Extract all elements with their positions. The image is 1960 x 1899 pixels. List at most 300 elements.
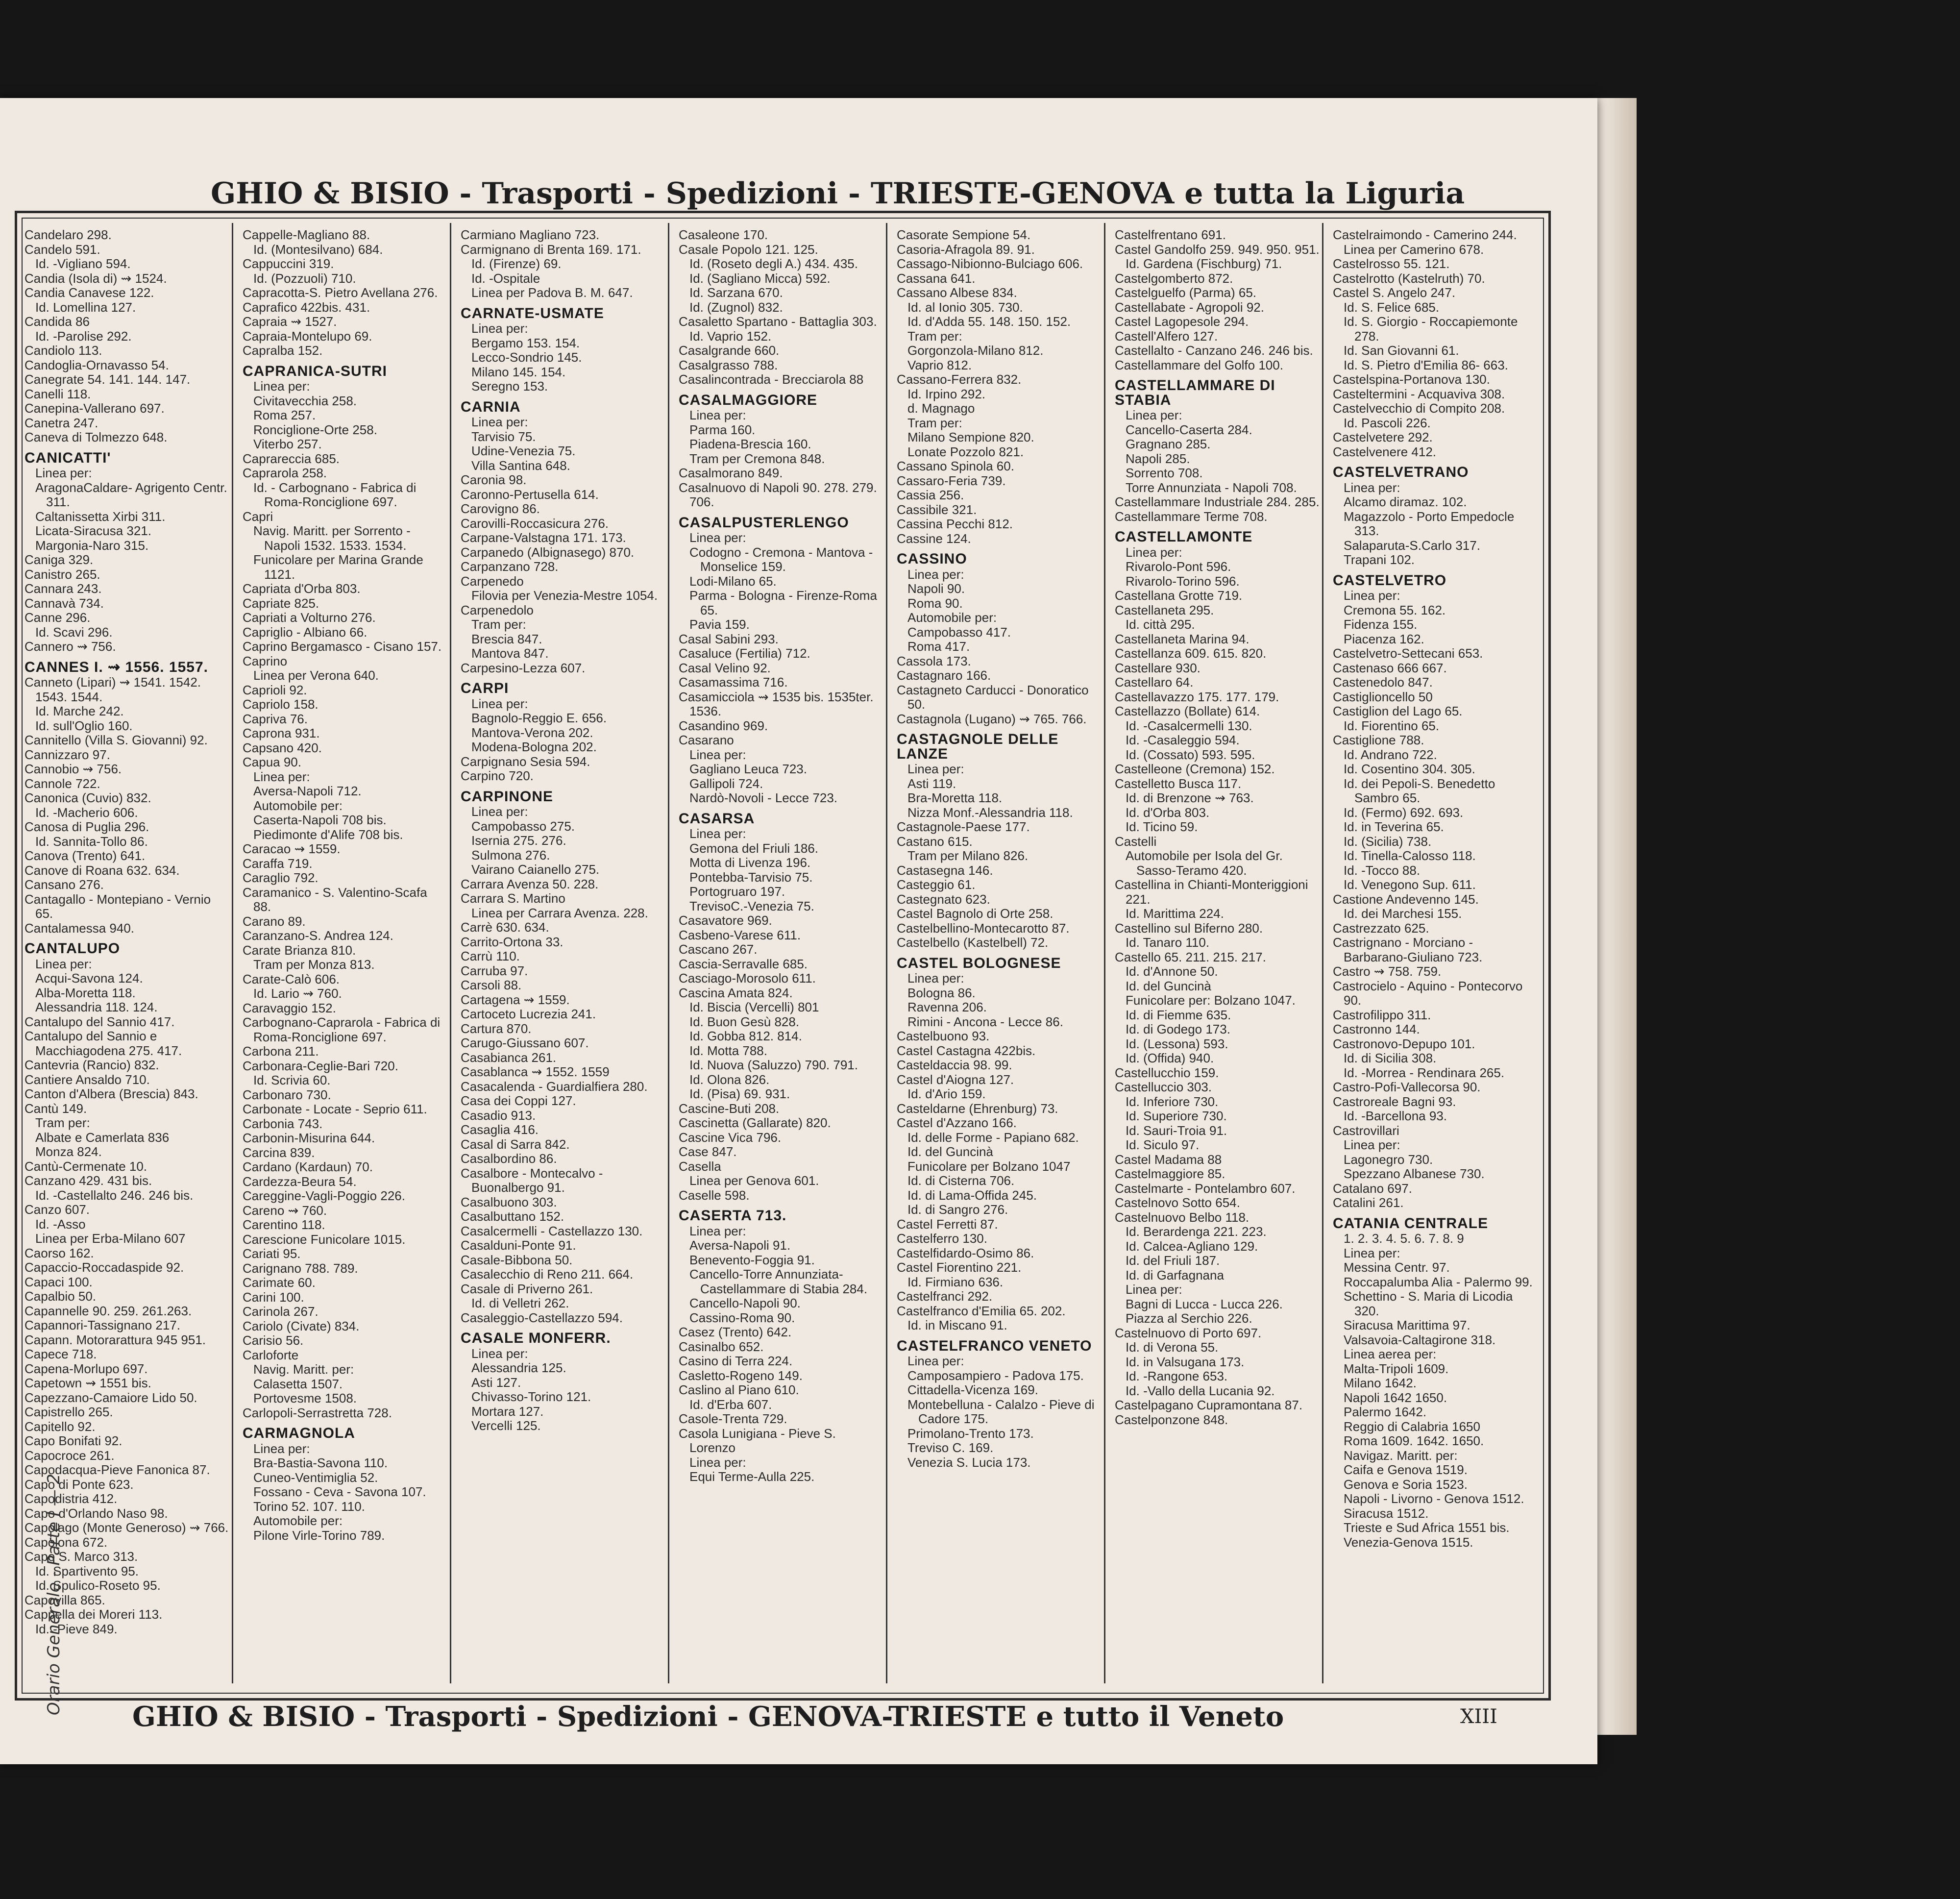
index-entry: Id. (Pozzuoli) 710.: [253, 271, 356, 286]
index-entry: Cassine 124.: [897, 531, 971, 546]
index-entry: Castro-Pofi-Vallecorsa 90.: [1333, 1080, 1481, 1094]
index-entry: Id. Firmiano 636.: [907, 1274, 1004, 1289]
index-entry: Trieste e Sud Africa 1551 bis.: [1344, 1520, 1510, 1535]
index-entry: Capri: [243, 509, 273, 524]
index-entry: Navigaz. Maritt. per:: [1344, 1448, 1458, 1463]
index-entry: Carovigno 86.: [461, 501, 540, 516]
index-entry: Linea per Erba-Milano 607: [35, 1231, 186, 1246]
index-entry: Roma 417.: [907, 639, 970, 654]
index-entry: Camposampiero - Padova 175.: [907, 1368, 1084, 1383]
index-entry: Rivarolo-Pont 596.: [1126, 559, 1231, 574]
index-entry: Casella: [679, 1159, 721, 1174]
station-heading: CASTELVETRANO: [1333, 464, 1469, 480]
index-entry: Id. di Verona 55.: [1126, 1340, 1219, 1355]
index-entry: Candoglia-Ornavasso 54.: [24, 357, 169, 372]
index-entry: Id. (Fermo) 692. 693.: [1344, 805, 1464, 820]
index-entry: Id. S. Felice 685.: [1344, 299, 1440, 315]
index-entry: Viterbo 257.: [253, 437, 322, 451]
index-entry: Carpenedo: [461, 573, 524, 589]
index-entry: Id. delle Forme - Papiano 682.: [907, 1130, 1079, 1145]
index-entry: Cassibile 321.: [897, 502, 977, 517]
index-entry: Reggio di Calabria 1650: [1344, 1419, 1480, 1434]
index-entry: Capena-Morlupo 697.: [24, 1361, 148, 1376]
index-entry: Castelnovo Sotto 654.: [1115, 1195, 1240, 1210]
index-entry: Caprino: [243, 653, 288, 668]
index-entry: Ravenna 206.: [907, 1000, 987, 1014]
index-entry: Caneva di Tolmezzo 648.: [24, 430, 168, 444]
index-entry: Id. Pascoli 226.: [1344, 415, 1431, 430]
index-entry: Casez (Trento) 642.: [679, 1325, 792, 1339]
index-entry: Castrignano - Morciano - Barbarano-Giuliano 723.: [1333, 935, 1483, 964]
index-entry: Canove di Roana 632. 634.: [24, 863, 180, 878]
index-entry: Casaluce (Fertilia) 712.: [679, 646, 810, 661]
index-entry: Canepina-Vallerano 697.: [24, 401, 165, 416]
index-entry: Castel Fiorentino 221.: [897, 1260, 1022, 1275]
index-entry: AragonaCaldare- Agrigento Centr. 311.: [35, 480, 227, 509]
index-entry: Spezzano Albanese 730.: [1344, 1166, 1485, 1181]
index-entry: Caranzano-S. Andrea 124.: [243, 928, 393, 943]
station-heading: CAPRANICA-SUTRI: [243, 363, 387, 379]
index-entry: Carbonara-Ceglie-Bari 720.: [243, 1058, 398, 1073]
index-entry: Capolago (Monte Generoso) ⇝ 766.: [24, 1520, 229, 1535]
index-entry: Linea per:: [689, 1455, 746, 1470]
index-entry: Navig. Maritt. per Sorrento - Napoli 1532. 1533. 1534.: [253, 523, 411, 553]
index-entry: Castelfranco d'Emilia 65. 202.: [897, 1303, 1066, 1318]
index-entry: Civitavecchia 258.: [253, 393, 357, 408]
index-entry: Caniga 329.: [24, 552, 94, 567]
index-entry: Carimate 60.: [243, 1275, 316, 1290]
index-entry: Capitello 92.: [24, 1419, 96, 1434]
index-entry: Candia Canavese 122.: [24, 285, 154, 300]
index-entry: Carpignano Sesia 594.: [461, 754, 590, 769]
index-entry: Roccapalumba Alia - Palermo 99.: [1344, 1274, 1533, 1289]
index-entry: Capriata d'Orba 803.: [243, 581, 361, 596]
index-entry: Id. (Sagliano Micca) 592.: [689, 271, 831, 286]
index-entry: Lodi-Milano 65.: [689, 573, 777, 589]
index-entry: Id. Spartivento 95.: [35, 1563, 139, 1578]
index-entry: Treviso C. 169.: [907, 1440, 994, 1455]
index-entry: Id. Cosentino 304. 305.: [1344, 762, 1475, 776]
index-entry: Id. -Morrea - Rendinara 265.: [1344, 1065, 1505, 1080]
index-entry: Castellare 930.: [1115, 660, 1200, 675]
index-entry: Catalini 261.: [1333, 1195, 1404, 1210]
index-entry: Linea per:: [689, 530, 746, 545]
index-entry: Id. Calcea-Agliano 129.: [1126, 1238, 1258, 1254]
index-entry: Castrofilippo 311.: [1333, 1007, 1431, 1022]
index-entry: Id. -Tocco 88.: [1344, 863, 1421, 878]
index-entry: Asti 127.: [471, 1375, 521, 1390]
index-entry: Candelo 591.: [24, 242, 100, 257]
index-entry: Id. Marche 242.: [35, 704, 124, 718]
index-entry: Castel Madama 88: [1115, 1152, 1222, 1167]
index-entry: Caraglio 792.: [243, 870, 318, 885]
index-entry: Cascano 267.: [679, 942, 758, 957]
index-entry: Venezia-Genova 1515.: [1344, 1534, 1473, 1550]
index-entry: Casola Lunigiana - Pieve S. Lorenzo: [679, 1426, 836, 1455]
station-heading: CASTELFRANCO VENETO: [897, 1337, 1092, 1354]
index-entry: Id. -Pieve 849.: [35, 1621, 118, 1636]
index-entry: Cuneo-Ventimiglia 52.: [253, 1470, 378, 1485]
index-entry: Castiglione 788.: [1333, 733, 1424, 747]
index-entry: Id. Sannita-Tollo 86.: [35, 834, 148, 849]
index-entry: Linea per:: [907, 1354, 964, 1368]
index-entry: Cantù 149.: [24, 1101, 87, 1116]
index-entry: Nardò-Novoli - Lecce 723.: [689, 790, 838, 805]
index-entry: Rimini - Ancona - Lecce 86.: [907, 1014, 1063, 1029]
index-entry: Linea per:: [471, 415, 528, 429]
index-entry: Casalgrasso 788.: [679, 357, 778, 372]
index-entry: Gemona del Friuli 186.: [689, 840, 819, 856]
index-entry: Carloforte: [243, 1347, 299, 1362]
index-entry: Equi Terme-Aulla 225.: [689, 1469, 815, 1484]
index-entry: Sorrento 708.: [1126, 466, 1203, 480]
index-entry: Tram per Monza 813.: [253, 957, 375, 972]
index-entry: Castellana Grotte 719.: [1115, 588, 1243, 603]
index-entry: Aversa-Napoli 712.: [253, 784, 362, 798]
index-entry: Carisio 56.: [243, 1333, 304, 1348]
index-entry: Castelluccio 303.: [1115, 1080, 1212, 1094]
index-entry: Margonia-Naro 315.: [35, 538, 149, 553]
index-entry: Castello 65. 211. 215. 217.: [1115, 949, 1266, 964]
index-entry: Id. d'Ario 159.: [907, 1086, 986, 1101]
index-entry: Casteldarne (Ehrenburg) 73.: [897, 1101, 1058, 1116]
index-entry: Castellaneta Marina 94.: [1115, 631, 1250, 646]
index-entry: Capannori-Tassignano 217.: [24, 1318, 180, 1332]
index-entry: Cartura 870.: [461, 1021, 532, 1036]
index-entry: Piazza al Serchio 226.: [1126, 1311, 1252, 1326]
index-entry: Milano 1642.: [1344, 1376, 1417, 1390]
index-entry: Linea per Camerino 678.: [1344, 242, 1484, 257]
index-entry: Capaccio-Roccadaspide 92.: [24, 1260, 184, 1275]
index-entry: Castelspina-Portanova 130.: [1333, 372, 1490, 387]
index-entry: Capsano 420.: [243, 740, 322, 755]
index-entry: Cassana 641.: [897, 271, 976, 286]
index-entry: Castelpagano Cupramontana 87.: [1115, 1398, 1303, 1412]
index-entry: Bra-Moretta 118.: [907, 790, 1003, 805]
index-entry: Mantova 847.: [471, 646, 549, 661]
column-rule: [1322, 223, 1323, 1683]
index-entry: Canelli 118.: [24, 386, 91, 401]
index-entry: Casorate Sempione 54.: [897, 228, 1031, 242]
index-entry: Id. San Giovanni 61.: [1344, 343, 1459, 358]
index-entry: Casamassima 716.: [679, 675, 788, 690]
index-entry: Id. -Macherio 606.: [35, 805, 138, 820]
index-entry: Piacenza 162.: [1344, 631, 1424, 646]
station-heading: CARPI: [461, 680, 509, 696]
index-entry: Id. di Lama-Offida 245.: [907, 1187, 1037, 1203]
index-entry: Benevento-Foggia 91.: [689, 1252, 815, 1267]
index-entry: Casale di Priverno 261.: [461, 1281, 593, 1296]
index-entry: Castel d'Azzano 166.: [897, 1115, 1017, 1130]
index-entry: Carpane-Valstagna 171. 173.: [461, 530, 626, 545]
page-header: GHIO & BISIO - Trasporti - Spedizioni - TRIESTE-GENOVA e tutta la Liguria: [211, 176, 1465, 211]
timetable-page: [0, 98, 1597, 1764]
index-entry: Siracusa Marittima 97.: [1344, 1318, 1470, 1332]
index-entry: Carmiano Magliano 723.: [461, 228, 600, 242]
index-entry: Castellazzo (Bollate) 614.: [1115, 704, 1260, 718]
index-entry: Canzano 429. 431 bis.: [24, 1173, 152, 1188]
index-entry: Casale Popolo 121. 125.: [679, 242, 818, 257]
index-entry: Id. di Garfagnana: [1126, 1267, 1224, 1282]
index-entry: Capodacqua-Pieve Fanonica 87.: [24, 1462, 210, 1477]
index-entry: Canton d'Albera (Brescia) 843.: [24, 1086, 198, 1101]
index-entry: Carpino 720.: [461, 768, 534, 783]
index-entry: Ronciglione-Orte 258.: [253, 422, 377, 437]
index-entry: Cardezza-Beura 54.: [243, 1174, 357, 1189]
index-entry: Id. d'Adda 55. 148. 150. 152.: [907, 314, 1071, 329]
index-entry: Castelfidardo-Osimo 86.: [897, 1245, 1034, 1260]
index-entry: Id. in Miscano 91.: [907, 1318, 1007, 1332]
index-entry: Vairano Caianello 275.: [471, 862, 600, 877]
index-entry: Casaleggio-Castellazzo 594.: [461, 1310, 623, 1325]
index-entry: Cremona 55. 162.: [1344, 602, 1446, 617]
index-frame: [15, 211, 1551, 1701]
index-entry: Castellina in Chianti-Monteriggioni 221.: [1115, 877, 1308, 907]
index-entry: Caramanico - S. Valentino-Scafa 88.: [243, 885, 427, 914]
index-entry: Id. del Friuli 187.: [1126, 1253, 1220, 1268]
index-entry: Id. (Lessona) 593.: [1126, 1036, 1228, 1051]
index-entry: Canzo 607.: [24, 1202, 90, 1217]
index-entry: Cantevria (Rancio) 832.: [24, 1058, 159, 1072]
index-column: [679, 228, 884, 1678]
station-heading: CASSINO: [897, 551, 967, 567]
station-heading: CANTALUPO: [24, 940, 121, 957]
index-entry: Linea per:: [689, 1223, 746, 1238]
index-entry: Castelnuovo di Porto 697.: [1115, 1325, 1262, 1340]
index-entry: Linea per Carrara Avenza. 228.: [471, 905, 648, 920]
index-entry: Linea per Padova B. M. 647.: [471, 285, 633, 300]
index-entry: Cardano (Kardaun) 70.: [243, 1159, 373, 1174]
index-entry: Linea per:: [1126, 1282, 1182, 1297]
index-entry: Milano 145. 154.: [471, 364, 566, 379]
index-entry: Linea per:: [689, 826, 746, 841]
index-entry: Navig. Maritt. per:: [253, 1362, 354, 1377]
index-entry: Id. Gardena (Fischburg) 71.: [1126, 256, 1282, 271]
index-entry: Capo di Ponte 623.: [24, 1477, 134, 1492]
station-heading: CASALE MONFERR.: [461, 1330, 611, 1346]
index-entry: Casalbuono 303.: [461, 1194, 557, 1209]
index-entry: Linea per:: [35, 956, 92, 971]
index-entry: Parma 160.: [689, 422, 756, 437]
index-entry: Capocroce 261.: [24, 1448, 115, 1463]
index-entry: Id. (Pisa) 69. 931.: [689, 1086, 790, 1101]
index-entry: Carrè 630. 634.: [461, 920, 549, 935]
index-entry: Castelbello (Kastelbell) 72.: [897, 935, 1049, 950]
index-entry: Torino 52. 107. 110.: [253, 1499, 365, 1514]
index-entry: Castelponzone 848.: [1115, 1412, 1228, 1427]
index-entry: Castelvecchio di Compito 208.: [1333, 401, 1505, 416]
index-entry: Linea per:: [1344, 588, 1400, 603]
index-entry: Carcina 839.: [243, 1145, 315, 1160]
index-column: [461, 228, 666, 1678]
index-entry: Gorgonzola-Milano 812.: [907, 343, 1044, 358]
index-entry: Casa dei Coppi 127.: [461, 1093, 576, 1108]
index-entry: Cascine Vica 796.: [679, 1130, 782, 1145]
index-entry: Campobasso 275.: [471, 818, 575, 834]
index-entry: Id. Inferiore 730.: [1126, 1094, 1219, 1109]
index-entry: Id. Motta 788.: [689, 1043, 767, 1058]
index-entry: Id. Sauri-Troia 91.: [1126, 1123, 1227, 1138]
index-entry: Linea per:: [471, 1346, 528, 1361]
index-entry: Castellalto - Canzano 246. 246 bis.: [1115, 343, 1313, 358]
index-entry: Castelvetro-Settecani 653.: [1333, 646, 1483, 661]
index-entry: Codogno - Cremona - Mantova - Monselice 159.: [689, 544, 873, 574]
index-entry: Id. dei Marchesi 155.: [1344, 906, 1462, 921]
index-entry: Castellabate - Agropoli 92.: [1115, 299, 1264, 315]
index-entry: Canneto (Lipari) ⇝ 1541. 1542. 1543. 1544.: [24, 675, 201, 704]
index-entry: Caronno-Pertusella 614.: [461, 487, 599, 502]
index-entry: Parma - Bologna - Firenze-Roma 65.: [689, 588, 877, 617]
index-entry: Castellanza 609. 615. 820.: [1115, 646, 1267, 661]
index-entry: Cassano Albese 834.: [897, 285, 1017, 300]
index-entry: Candiolo 113.: [24, 343, 102, 358]
index-entry: Carruba 97.: [461, 963, 528, 978]
index-entry: Id. -Barcellona 93.: [1344, 1109, 1447, 1123]
index-entry: Id. Scavi 296.: [35, 624, 113, 640]
index-entry: Carescione Funicolare 1015.: [243, 1232, 406, 1247]
index-entry: Gragnano 285.: [1126, 437, 1211, 451]
column-rule: [668, 223, 669, 1683]
index-entry: Carugo-Giussano 607.: [461, 1036, 589, 1050]
index-entry: Roma 90.: [907, 595, 963, 611]
index-entry: Mantova-Verona 202.: [471, 725, 593, 740]
index-entry: Castelraimondo - Camerino 244.: [1333, 228, 1517, 242]
index-entry: Licata-Siracusa 321.: [35, 523, 152, 538]
index-entry: Id. di Brenzone ⇝ 763.: [1126, 790, 1254, 805]
station-heading: CASALMAGGIORE: [679, 392, 817, 408]
index-entry: Castelbellino-Montecarotto 87.: [897, 920, 1070, 936]
index-entry: Motta di Livenza 196.: [689, 855, 811, 870]
index-entry: Canonica (Cuvio) 832.: [24, 790, 151, 805]
index-entry: Id. (Cossato) 593. 595.: [1126, 747, 1255, 762]
index-entry: Cannero ⇝ 756.: [24, 639, 116, 654]
index-entry: Id. d'Erba 607.: [689, 1397, 772, 1412]
index-entry: Id. -Vallo della Lucania 92.: [1126, 1383, 1275, 1398]
index-entry: Cassaro-Feria 739.: [897, 473, 1006, 488]
index-entry: Linea per:: [1344, 480, 1400, 495]
index-entry: Capovilla 865.: [24, 1592, 105, 1607]
column-rule: [886, 223, 887, 1683]
page-number: XIII: [1460, 1705, 1497, 1728]
index-entry: Tram per Cremona 848.: [689, 451, 825, 466]
index-entry: Capralba 152.: [243, 343, 323, 358]
index-entry: Caltanissetta Xirbi 311.: [35, 509, 166, 524]
index-entry: Capaci 100.: [24, 1274, 93, 1289]
index-entry: Valsavoia-Caltagirone 318.: [1344, 1332, 1496, 1347]
index-entry: Pavia 159.: [689, 617, 750, 632]
index-entry: Id. Lario ⇝ 760.: [253, 986, 342, 1001]
index-entry: Linea per:: [471, 696, 528, 711]
index-entry: Id. Siculo 97.: [1126, 1137, 1200, 1152]
index-entry: Linea per:: [35, 466, 92, 480]
index-entry: Caselle 598.: [679, 1187, 750, 1203]
index-entry: Carrara S. Martino: [461, 891, 565, 906]
index-entry: Castelfranci 292.: [897, 1289, 993, 1304]
index-entry: Castel Lagopesole 294.: [1115, 314, 1249, 329]
index-entry: Capo S. Marco 313.: [24, 1549, 138, 1564]
index-entry: Carrito-Ortona 33.: [461, 934, 564, 949]
index-entry: Castroreale Bagni 93.: [1333, 1094, 1456, 1109]
index-entry: Automobile per Isola del Gr. Sasso-Teramo 420.: [1126, 848, 1283, 878]
index-entry: Canosa di Puglia 296.: [24, 819, 149, 834]
index-entry: Linea per:: [1126, 544, 1182, 560]
index-entry: Castel d'Aiogna 127.: [897, 1072, 1014, 1087]
index-entry: Cassola 173.: [897, 653, 971, 668]
index-entry: Alessandria 125.: [471, 1360, 566, 1375]
index-entry: Caraffa 719.: [243, 856, 313, 871]
index-entry: Capo d'Orlando Naso 98.: [24, 1505, 168, 1521]
index-entry: Casal Velino 92.: [679, 660, 771, 675]
index-entry: Casacalenda - Guardialfiera 280.: [461, 1079, 648, 1094]
index-entry: Isernia 275. 276.: [471, 833, 566, 848]
index-entry: Id. Buon Gesù 828.: [689, 1014, 800, 1029]
index-entry: Castellammare Industriale 284. 285.: [1115, 494, 1320, 509]
index-entry: Tram per:: [35, 1115, 90, 1130]
index-entry: Castelguelfo (Parma) 65.: [1115, 285, 1257, 300]
index-entry: Id. d'Orba 803.: [1126, 805, 1210, 820]
index-entry: Castegnato 623.: [897, 891, 990, 907]
index-entry: Castelli: [1115, 834, 1157, 849]
index-entry: Pilone Virle-Torino 789.: [253, 1528, 385, 1543]
index-entry: Capraia ⇝ 1527.: [243, 314, 337, 329]
index-entry: Castellaneta 295.: [1115, 602, 1214, 617]
station-heading: CATANIA CENTRALE: [1333, 1215, 1489, 1232]
index-entry: Capezzano-Camaiore Lido 50.: [24, 1390, 197, 1405]
index-entry: Caorso 162.: [24, 1245, 94, 1260]
index-entry: Castagnola (Lugano) ⇝ 765. 766.: [897, 711, 1087, 726]
index-entry: Nizza Monf.-Alessandria 118.: [907, 805, 1073, 820]
index-entry: Capriate 825.: [243, 595, 319, 611]
index-entry: Castellavazzo 175. 177. 179.: [1115, 689, 1279, 704]
index-entry: Id. Sarzana 670.: [689, 285, 783, 300]
index-entry: Id. Tinella-Calosso 118.: [1344, 848, 1476, 863]
index-entry: Tram per Milano 826.: [907, 848, 1029, 863]
index-entry: Cannobio ⇝ 756.: [24, 762, 122, 776]
index-entry: Linea per:: [253, 379, 310, 394]
index-entry: Carate Brianza 810.: [243, 942, 356, 958]
index-entry: Carlopoli-Serrastretta 728.: [243, 1405, 392, 1420]
index-entry: Carmignano di Brenta 169. 171.: [461, 242, 641, 257]
index-entry: Casalduni-Ponte 91.: [461, 1238, 576, 1253]
station-heading: CASTELVETRO: [1333, 572, 1447, 589]
index-entry: Casole-Trenta 729.: [679, 1411, 787, 1426]
index-entry: Alcamo diramaz. 102.: [1344, 494, 1467, 509]
index-entry: Casalgrande 660.: [679, 343, 780, 358]
index-entry: Fidenza 155.: [1344, 617, 1418, 632]
index-entry: Id. Andrano 722.: [1344, 747, 1437, 762]
index-entry: Capriati a Volturno 276.: [243, 610, 376, 625]
index-entry: Cassago-Nibionno-Bulciago 606.: [897, 256, 1083, 271]
station-heading: CASERTA 713.: [679, 1208, 787, 1224]
station-heading: CASTELLAMONTE: [1115, 529, 1253, 545]
index-entry: Linea per:: [253, 769, 310, 784]
index-entry: Canne 296.: [24, 610, 91, 625]
index-entry: Id. di Godego 173.: [1126, 1022, 1230, 1036]
station-heading: CARNIA: [461, 398, 521, 415]
index-entry: Capannelle 90. 259. 261.263.: [24, 1303, 192, 1318]
index-entry: Funicolare per Bolzano 1047: [907, 1159, 1071, 1174]
index-entry: Trapani 102.: [1344, 552, 1415, 567]
index-entry: Bra-Bastia-Savona 110.: [253, 1455, 388, 1470]
index-entry: Carpenedolo: [461, 602, 534, 617]
index-entry: Aversa-Napoli 91.: [689, 1238, 791, 1253]
index-entry: Careggine-Vagli-Poggio 226.: [243, 1188, 405, 1203]
index-entry: Cappelle-Magliano 88.: [243, 228, 370, 242]
index-entry: Castelferro 130.: [897, 1231, 987, 1246]
index-entry: Capriolo 158.: [243, 697, 318, 712]
index-entry: Linea per:: [1126, 408, 1182, 422]
index-entry: Venezia S. Lucia 173.: [907, 1455, 1031, 1470]
